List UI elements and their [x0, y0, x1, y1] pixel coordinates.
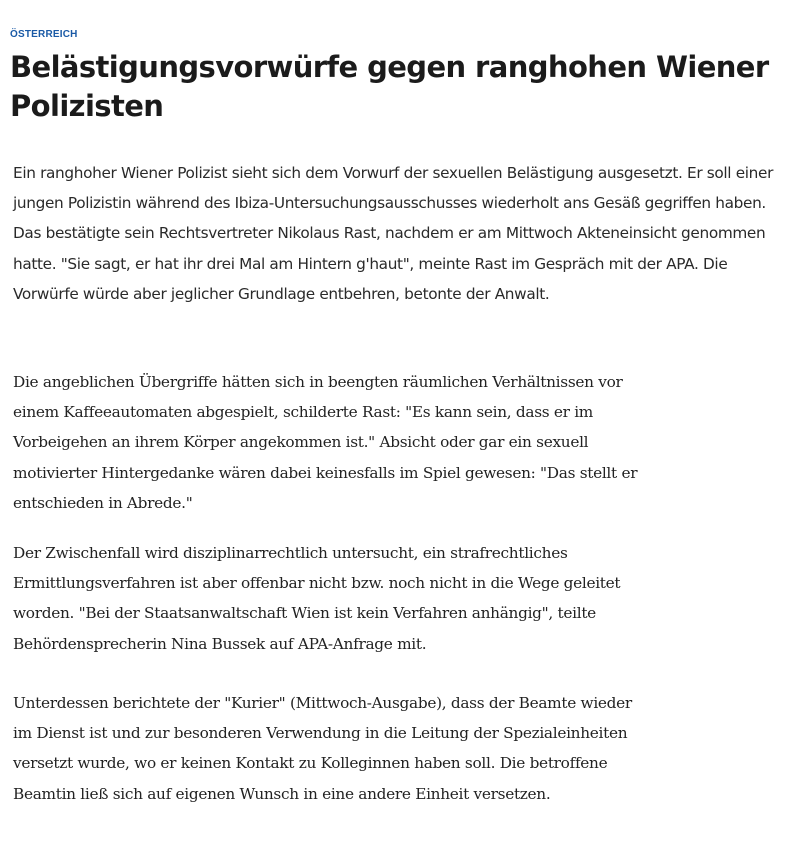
article-lead: Ein ranghoher Wiener Polizist sieht sich dem Vorwurf der sexuellen Belästigung ausgesetzt. Er soll einer jungen Polizistin während des Ibiza-Untersuchungsausschusses wiederholt ans Gesäß gegriffen haben. Das bestätigte sein Rechtsvertreter Nikolaus Rast, nachdem er am Mittwoch Akteneinsicht genommen hatte. "Sie sagt, er hat ihr drei Mal am Hintern g'haut", meinte Rast im Gespräch mit der APA. Die Vorwürfe würde aber jeglicher Grundlage entbehren, betonte der Anwalt. [13, 164, 774, 303]
article-paragraph: Unterdessen berichtete der "Kurier" (Mittwoch-Ausgabe), dass der Beamte wieder im Dienst ist und zur besonderen Verwendung in die Leitung der Spezialeinheiten versetzt wurde, wo er keinen Kontakt zu Kolleginnen haben soll. Die betroffene Beamtin ließ sich auf eigenen Wunsch in eine andere Einheit versetzen. [13, 694, 632, 803]
article-paragraph: Die angeblichen Übergriffe hätten sich in beengten räumlichen Verhältnissen vor einem Kaffeeautomaten abgespielt, schilderte Rast: "Es kann sein, dass er im Vorbeigehen an ihrem Körper angekommen ist." Absicht oder gar ein sexuell motivierter Hintergedanke wären dabei keinesfalls im Spiel gewesen: "Das stellt er entschieden in Abrede." [13, 373, 638, 512]
article-paragraph: Der Zwischenfall wird disziplinarrechtlich untersucht, ein strafrechtliches Ermittlungsverfahren ist aber offenbar nicht bzw. noch nicht in die Wege geleitet worden. "Bei der Staatsanwaltschaft Wien ist kein Verfahren anhängig", teilte Behördensprecherin Nina Bussek auf APA-Anfrage mit. [13, 544, 621, 653]
section-kicker[interactable]: ÖSTERREICH [10, 29, 78, 40]
article-headline: Belästigungsvorwürfe gegen ranghohen Wiener Polizisten [10, 50, 769, 123]
